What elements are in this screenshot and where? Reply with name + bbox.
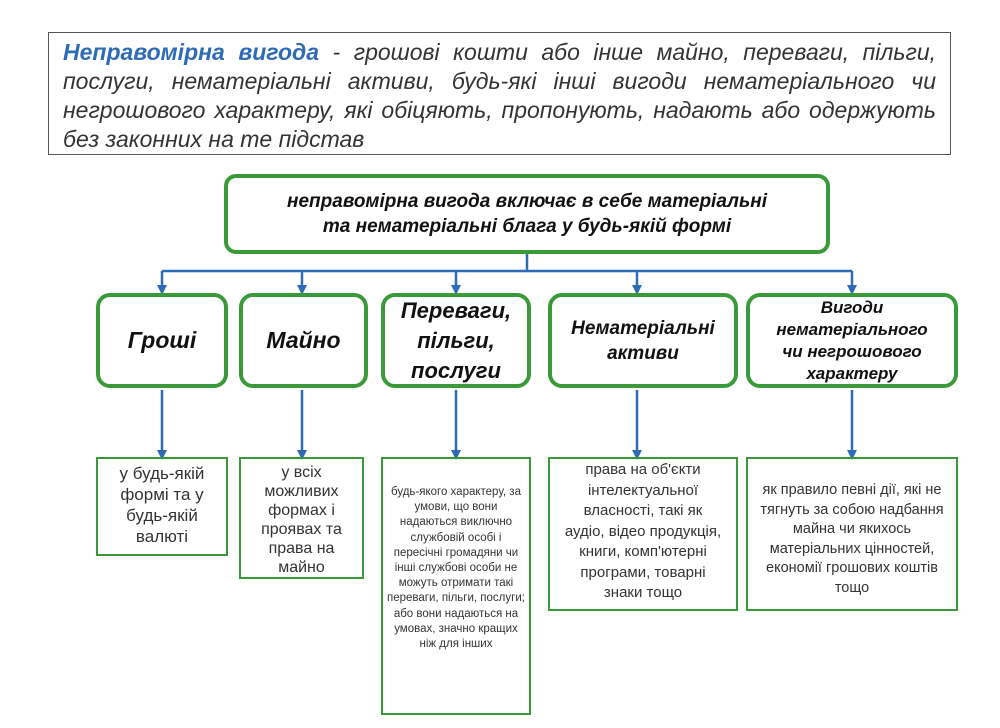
detail-intangible-assets: [548, 457, 738, 611]
category-label: Нематеріальні активи: [571, 317, 715, 364]
detail-text: у всіх можливих формах і проявах та права на майно: [261, 464, 342, 576]
detail-non-material-benefits: [746, 457, 958, 611]
category-label: Вигоди нематеріального чи негрошового характеру: [776, 297, 928, 383]
category-label: Гроші: [127, 327, 197, 353]
category-intangible-assets: [548, 293, 738, 388]
detail-text: будь-якого характеру, за умови, що вони надаються виключно службовій особі і пересічні громадяни чи інші службові особи не можуть отримати такі переваги, пільги, послуги; або вони надаються на умовах, значно кращих ніж для інших: [387, 486, 525, 651]
detail-privileges: [381, 457, 531, 715]
detail-text: як правило певні дії, які не тягнуть за собою надбання майна чи якихось матеріальних цінностей, економії грошових коштів тощо: [760, 482, 944, 596]
category-money: [96, 293, 228, 388]
definition-text: - грошові кошти або інше майно, переваги, пільги, послуги, нематеріальні активи, будь-які інші вигоди нематеріального чи негрошового характеру, які обіцяють, пропонують, надають або одержують без законних на те підстав: [63, 39, 937, 152]
root-line-2: та нематеріальні блага у будь-якій формі: [322, 216, 732, 237]
detail-property: [239, 457, 364, 579]
category-label: Майно: [266, 327, 341, 353]
category-label: Переваги, пільги, послуги: [400, 297, 512, 383]
detail-money: [96, 457, 228, 556]
definition-term: Неправомірна вигода: [63, 39, 320, 65]
root-node: [224, 174, 830, 254]
category-privileges: [381, 293, 531, 388]
category-property: [239, 293, 368, 388]
root-line-1: неправомірна вигода включає в себе матеріальні: [287, 191, 767, 212]
detail-text: у будь-якій формі та у будь-якій валюті: [119, 464, 205, 546]
detail-text: права на об'єкти інтелектуальної власності, такі як аудіо, відео продукція, книги, комп'ютерні програми, товарні знаки тощо: [564, 461, 722, 601]
category-non-material-benefits: [746, 293, 958, 388]
